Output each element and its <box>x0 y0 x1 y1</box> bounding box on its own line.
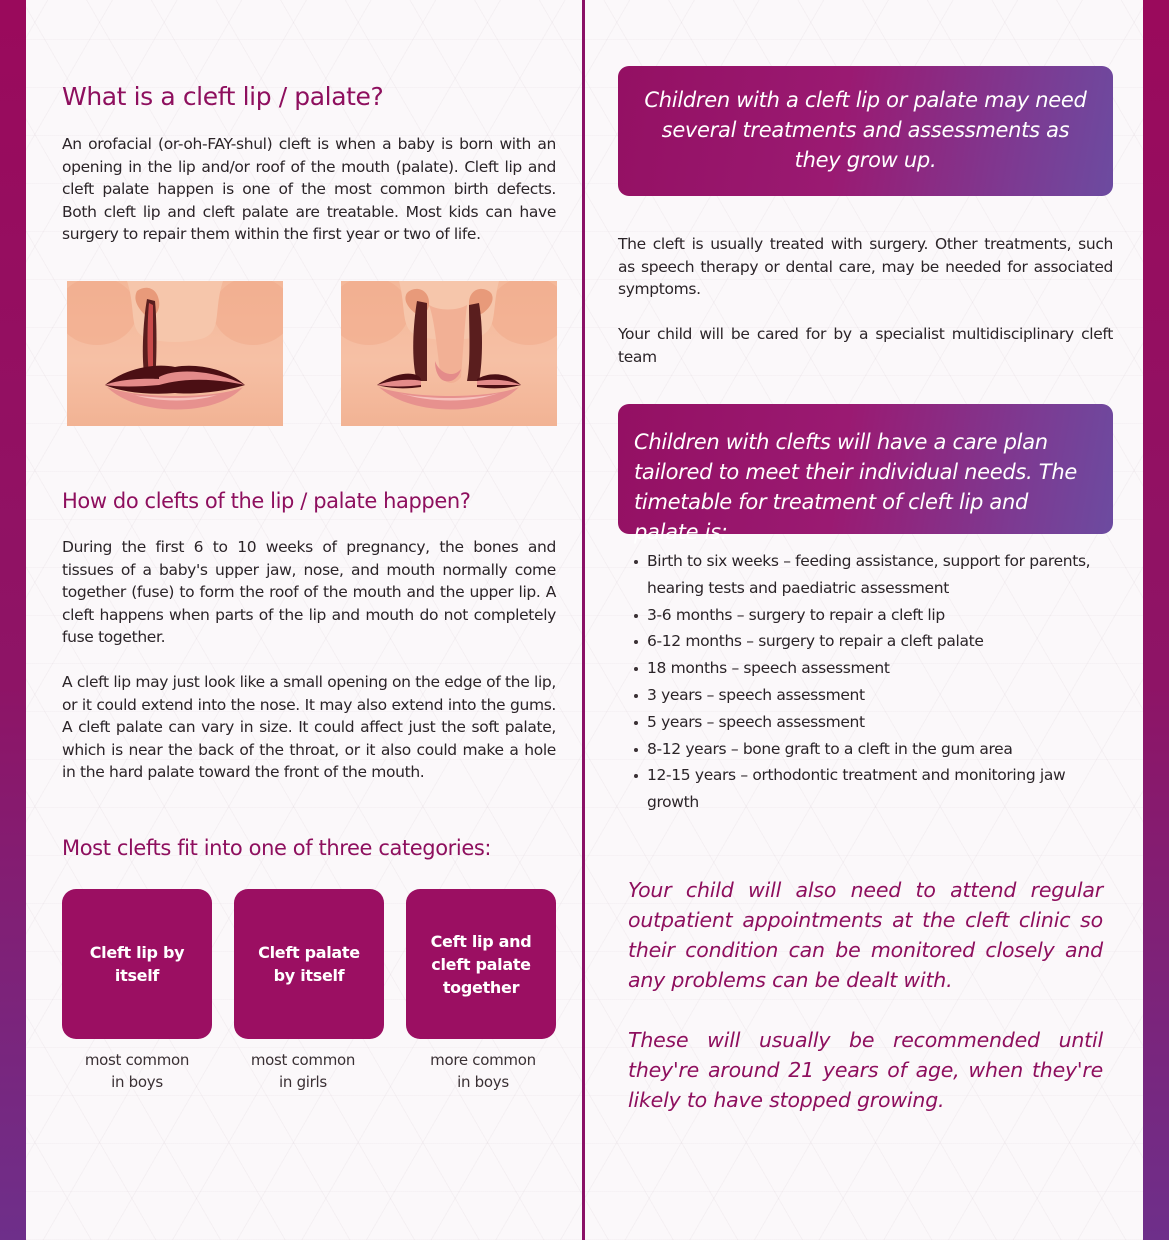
timeline-item: Birth to six weeks – feeding assistance, support for parents, hearing tests and paediatric assessment <box>618 548 1098 602</box>
timeline-item: 6-12 months – surgery to repair a cleft palate <box>618 628 1098 655</box>
para-what-is-cleft: An orofacial (or-oh-FAY-shul) cleft is when a baby is born with an opening in the lip and/or roof of the mouth (palate). Cleft lip and cleft palate happen is one of the most common birth defects. Both cleft lip and cleft palate are treatable. Most kids can have surgery to repair them within the first year or two of life. <box>62 135 556 243</box>
timeline-item: 12-15 years – orthodontic treatment and monitoring jaw growth <box>618 762 1098 816</box>
left-edge-band <box>0 0 26 1240</box>
category-label: Cleft lip by itself <box>89 943 185 985</box>
note-line: in boys <box>457 1072 509 1091</box>
right-edge-band <box>1143 0 1169 1240</box>
note-line: more common <box>430 1051 536 1069</box>
timeline-item: 3 years – speech assessment <box>618 682 1098 709</box>
callout-care-plan: Children with clefts will have a care plan tailored to meet their individual needs. The timetable for treatment of cleft lip and palate is: <box>618 404 1113 534</box>
heading-categories: Most clefts fit into one of three categories: <box>62 836 492 860</box>
treatment-timeline-list <box>618 548 1098 816</box>
timeline-item: 18 months – speech assessment <box>618 655 1098 682</box>
closing-age: These will usually be recommended until they're around 21 years of age, when they're likely to have stopped growing. <box>628 1028 1103 1112</box>
para-how-clefts-happen-1: During the first 6 to 10 weeks of pregnancy, the bones and tissues of a baby's upper jaw, nose, and mouth normally come together (fuse) to form the roof of the mouth and the upper lip. A cleft happens when parts of the lip and mouth do not completely fuse together. <box>62 538 556 646</box>
category-card-cleft-lip-and-palate <box>406 889 556 1039</box>
cleft-lip-illustration-1 <box>67 281 283 426</box>
category-note-cleft-lip <box>62 1050 212 1093</box>
bilateral-cleft-lip-icon <box>341 281 557 426</box>
closing-appointments: Your child will also need to attend regular outpatient appointments at the cleft clinic so their condition can be monitored closely and any problems can be dealt with. <box>628 878 1103 992</box>
category-note-cleft-lip-and-palate <box>408 1050 558 1093</box>
para-care-team: Your child will be cared for by a specialist multidisciplinary cleft team <box>618 325 1113 366</box>
category-label: Cleft palate by itself <box>258 943 360 985</box>
timeline-item: 5 years – speech assessment <box>618 709 1098 736</box>
callout-treatments: Children with a cleft lip or palate may need several treatments and assessments as they grow up. <box>618 66 1113 196</box>
category-label: Ceft lip and cleft palate together <box>430 931 532 997</box>
note-line: in girls <box>279 1072 327 1091</box>
note-line: most common <box>84 1051 190 1069</box>
timeline-item: 3-6 months – surgery to repair a cleft lip <box>618 602 1098 629</box>
column-divider <box>582 0 585 1240</box>
category-card-cleft-lip <box>62 889 212 1039</box>
note-line: most common <box>250 1051 356 1069</box>
note-line: in boys <box>111 1072 163 1091</box>
heading-what-is-cleft: What is a cleft lip / palate? <box>62 82 384 111</box>
category-card-cleft-palate <box>234 889 384 1039</box>
para-treatment: The cleft is usually treated with surgery. Other treatments, such as speech therapy or dental care, may be needed for associated symptoms. <box>618 235 1113 298</box>
para-how-clefts-happen-2: A cleft lip may just look like a small opening on the edge of the lip, or it could extend into the nose. It may also extend into the gums. A cleft palate can vary in size. It could affect just the soft palate, which is near the back of the throat, or it also could make a hole in the hard palate toward the front of the mouth. <box>62 673 556 781</box>
timeline-item: 8-12 years – bone graft to a cleft in the gum area <box>618 736 1098 763</box>
category-note-cleft-palate <box>228 1050 378 1093</box>
cleft-lip-illustration-icon <box>67 281 283 426</box>
cleft-lip-illustration-2 <box>341 281 557 426</box>
heading-how-clefts-happen: How do clefts of the lip / palate happen? <box>62 489 471 513</box>
